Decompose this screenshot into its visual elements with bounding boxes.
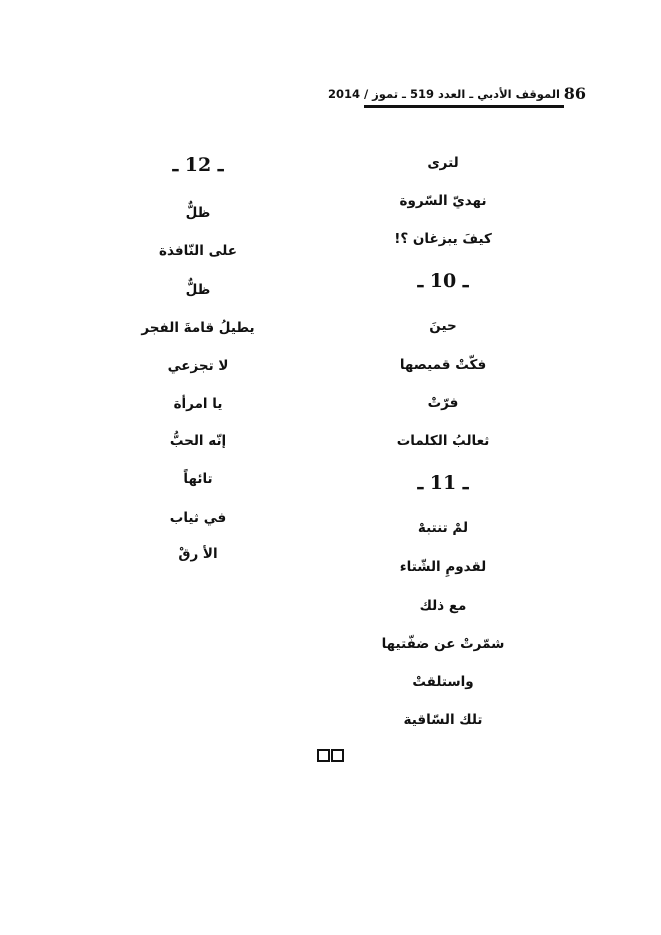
end-box-icon (317, 749, 330, 762)
poem-line: يا امرأة (173, 396, 223, 412)
header-rule (364, 105, 564, 108)
poem-line: لقدومِ الشّتاء (399, 559, 487, 575)
poem-line: لمْ تنتبهْ (417, 520, 469, 536)
poem-line: فكّتْ قميصها (399, 357, 487, 373)
poem-line: مع ذلك (419, 598, 467, 614)
running-head: الموقف الأدبي ـ العدد 519 ـ تموز / 2014 (327, 87, 560, 101)
poem-line: ثعالبُ الكلمات (396, 433, 490, 449)
poem-line: تائهاً (183, 471, 213, 487)
poem-line: على النّافذة (159, 243, 237, 259)
poem-line: ظلٌّ (185, 282, 211, 298)
poem-line: لا تجزعي (167, 358, 229, 374)
poem-line: كيفَ يبزغان ؟! (394, 231, 492, 247)
poem-line: فرّتْ (427, 395, 459, 411)
end-of-text-mark (316, 747, 346, 761)
poem-line: الأ رقْ (178, 546, 218, 562)
poem-line: يطيلُ قامةَ الفجر (141, 320, 255, 336)
poem-line: في ثياب (169, 510, 227, 526)
poem-line: شمّرتْ عن ضفّتيها (381, 636, 505, 652)
page-header (327, 82, 586, 106)
poem-line: واستلقتْ (412, 674, 474, 690)
section-number-11: ـ 11 ـ (417, 472, 469, 494)
poem-line: إنّه الحبُّ (169, 433, 227, 449)
section-number-12: ـ 12 ـ (172, 154, 224, 176)
section-number-10: ـ 10 ـ (417, 270, 469, 292)
end-box-icon (331, 749, 344, 762)
page-number: 86 (563, 84, 586, 103)
poem-line: لترى (427, 155, 459, 171)
poem-line: حينَ (429, 318, 457, 334)
poem-line: ظلٌّ (185, 205, 211, 221)
poem-line: نهديّ السّروة (399, 193, 487, 209)
poem-line: تلك السّاقية (403, 712, 483, 728)
